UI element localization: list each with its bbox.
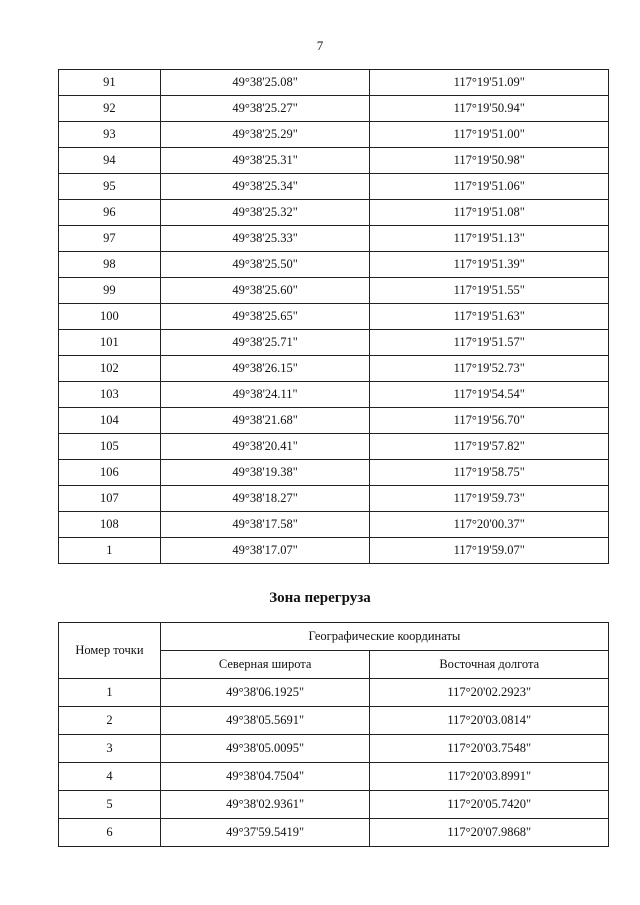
point-number-cell: 1 bbox=[59, 538, 161, 564]
point-number-cell: 101 bbox=[59, 330, 161, 356]
longitude-cell: 117°19'52.73" bbox=[370, 356, 609, 382]
longitude-cell: 117°19'51.08" bbox=[370, 200, 609, 226]
table-row bbox=[59, 174, 609, 200]
header-geographic-coordinates: Географические координаты bbox=[160, 623, 608, 651]
longitude-cell: 117°20'00.37" bbox=[370, 512, 609, 538]
longitude-cell: 117°19'51.13" bbox=[370, 226, 609, 252]
header-longitude: Восточная долгота bbox=[370, 651, 609, 679]
latitude-cell: 49°37'59.5419" bbox=[160, 819, 370, 847]
latitude-cell: 49°38'21.68" bbox=[160, 408, 370, 434]
point-number-cell: 96 bbox=[59, 200, 161, 226]
longitude-cell: 117°19'59.07" bbox=[370, 538, 609, 564]
header-point-number: Номер точки bbox=[59, 623, 161, 679]
longitude-cell: 117°19'57.82" bbox=[370, 434, 609, 460]
longitude-cell: 117°19'51.63" bbox=[370, 304, 609, 330]
latitude-cell: 49°38'17.07" bbox=[160, 538, 370, 564]
latitude-cell: 49°38'19.38" bbox=[160, 460, 370, 486]
latitude-cell: 49°38'26.15" bbox=[160, 356, 370, 382]
latitude-cell: 49°38'06.1925" bbox=[160, 679, 370, 707]
latitude-cell: 49°38'25.29" bbox=[160, 122, 370, 148]
latitude-cell: 49°38'25.50" bbox=[160, 252, 370, 278]
latitude-cell: 49°38'25.65" bbox=[160, 304, 370, 330]
latitude-cell: 49°38'25.33" bbox=[160, 226, 370, 252]
point-number-cell: 92 bbox=[59, 96, 161, 122]
point-number-cell: 95 bbox=[59, 174, 161, 200]
table-row bbox=[59, 791, 609, 819]
point-number-cell: 4 bbox=[59, 763, 161, 791]
point-number-cell: 99 bbox=[59, 278, 161, 304]
longitude-cell: 117°19'51.39" bbox=[370, 252, 609, 278]
point-number-cell: 108 bbox=[59, 512, 161, 538]
point-number-cell: 97 bbox=[59, 226, 161, 252]
table-row bbox=[59, 679, 609, 707]
point-number-cell: 6 bbox=[59, 819, 161, 847]
longitude-cell: 117°19'56.70" bbox=[370, 408, 609, 434]
table-row bbox=[59, 460, 609, 486]
longitude-cell: 117°19'59.73" bbox=[370, 486, 609, 512]
table-row bbox=[59, 408, 609, 434]
latitude-cell: 49°38'02.9361" bbox=[160, 791, 370, 819]
table-row bbox=[59, 538, 609, 564]
latitude-cell: 49°38'25.71" bbox=[160, 330, 370, 356]
table-row bbox=[59, 226, 609, 252]
table-header-row bbox=[59, 623, 609, 651]
longitude-cell: 117°19'50.98" bbox=[370, 148, 609, 174]
table-row bbox=[59, 148, 609, 174]
table-row bbox=[59, 735, 609, 763]
latitude-cell: 49°38'20.41" bbox=[160, 434, 370, 460]
point-number-cell: 93 bbox=[59, 122, 161, 148]
longitude-cell: 117°20'03.8991" bbox=[370, 763, 609, 791]
table-row bbox=[59, 707, 609, 735]
overload-table-body bbox=[59, 679, 609, 847]
longitude-cell: 117°20'07.9868" bbox=[370, 819, 609, 847]
table-row bbox=[59, 200, 609, 226]
longitude-cell: 117°19'51.55" bbox=[370, 278, 609, 304]
table-row bbox=[59, 304, 609, 330]
table-row bbox=[59, 512, 609, 538]
point-number-cell: 2 bbox=[59, 707, 161, 735]
latitude-cell: 49°38'05.5691" bbox=[160, 707, 370, 735]
coordinates-table-continued bbox=[58, 69, 609, 564]
point-number-cell: 104 bbox=[59, 408, 161, 434]
longitude-cell: 117°20'03.0814" bbox=[370, 707, 609, 735]
overload-zone-table bbox=[58, 622, 609, 847]
point-number-cell: 103 bbox=[59, 382, 161, 408]
point-number-cell: 5 bbox=[59, 791, 161, 819]
longitude-cell: 117°19'51.00" bbox=[370, 122, 609, 148]
longitude-cell: 117°19'58.75" bbox=[370, 460, 609, 486]
point-number-cell: 3 bbox=[59, 735, 161, 763]
longitude-cell: 117°19'54.54" bbox=[370, 382, 609, 408]
longitude-cell: 117°20'03.7548" bbox=[370, 735, 609, 763]
point-number-cell: 106 bbox=[59, 460, 161, 486]
point-number-cell: 91 bbox=[59, 70, 161, 96]
latitude-cell: 49°38'25.27" bbox=[160, 96, 370, 122]
point-number-cell: 105 bbox=[59, 434, 161, 460]
table-row bbox=[59, 819, 609, 847]
latitude-cell: 49°38'25.31" bbox=[160, 148, 370, 174]
latitude-cell: 49°38'04.7504" bbox=[160, 763, 370, 791]
table-row bbox=[59, 763, 609, 791]
point-number-cell: 107 bbox=[59, 486, 161, 512]
latitude-cell: 49°38'05.0095" bbox=[160, 735, 370, 763]
point-number-cell: 94 bbox=[59, 148, 161, 174]
longitude-cell: 117°19'51.09" bbox=[370, 70, 609, 96]
longitude-cell: 117°19'51.57" bbox=[370, 330, 609, 356]
table-row bbox=[59, 70, 609, 96]
table-row bbox=[59, 486, 609, 512]
page-number: 7 bbox=[316, 38, 324, 53]
table-row bbox=[59, 278, 609, 304]
longitude-cell: 117°19'51.06" bbox=[370, 174, 609, 200]
section-title: Зона перегруза bbox=[269, 590, 371, 606]
latitude-cell: 49°38'25.60" bbox=[160, 278, 370, 304]
latitude-cell: 49°38'25.32" bbox=[160, 200, 370, 226]
longitude-cell: 117°19'50.94" bbox=[370, 96, 609, 122]
table-row bbox=[59, 434, 609, 460]
table-row bbox=[59, 356, 609, 382]
table-row bbox=[59, 96, 609, 122]
latitude-cell: 49°38'25.08" bbox=[160, 70, 370, 96]
latitude-cell: 49°38'25.34" bbox=[160, 174, 370, 200]
point-number-cell: 100 bbox=[59, 304, 161, 330]
point-number-cell: 1 bbox=[59, 679, 161, 707]
coordinates-table-body bbox=[59, 70, 609, 564]
table-row bbox=[59, 122, 609, 148]
longitude-cell: 117°20'02.2923" bbox=[370, 679, 609, 707]
latitude-cell: 49°38'17.58" bbox=[160, 512, 370, 538]
table-row bbox=[59, 382, 609, 408]
table-row bbox=[59, 330, 609, 356]
latitude-cell: 49°38'18.27" bbox=[160, 486, 370, 512]
point-number-cell: 98 bbox=[59, 252, 161, 278]
header-latitude: Северная широта bbox=[160, 651, 370, 679]
point-number-cell: 102 bbox=[59, 356, 161, 382]
table-row bbox=[59, 252, 609, 278]
longitude-cell: 117°20'05.7420" bbox=[370, 791, 609, 819]
latitude-cell: 49°38'24.11" bbox=[160, 382, 370, 408]
